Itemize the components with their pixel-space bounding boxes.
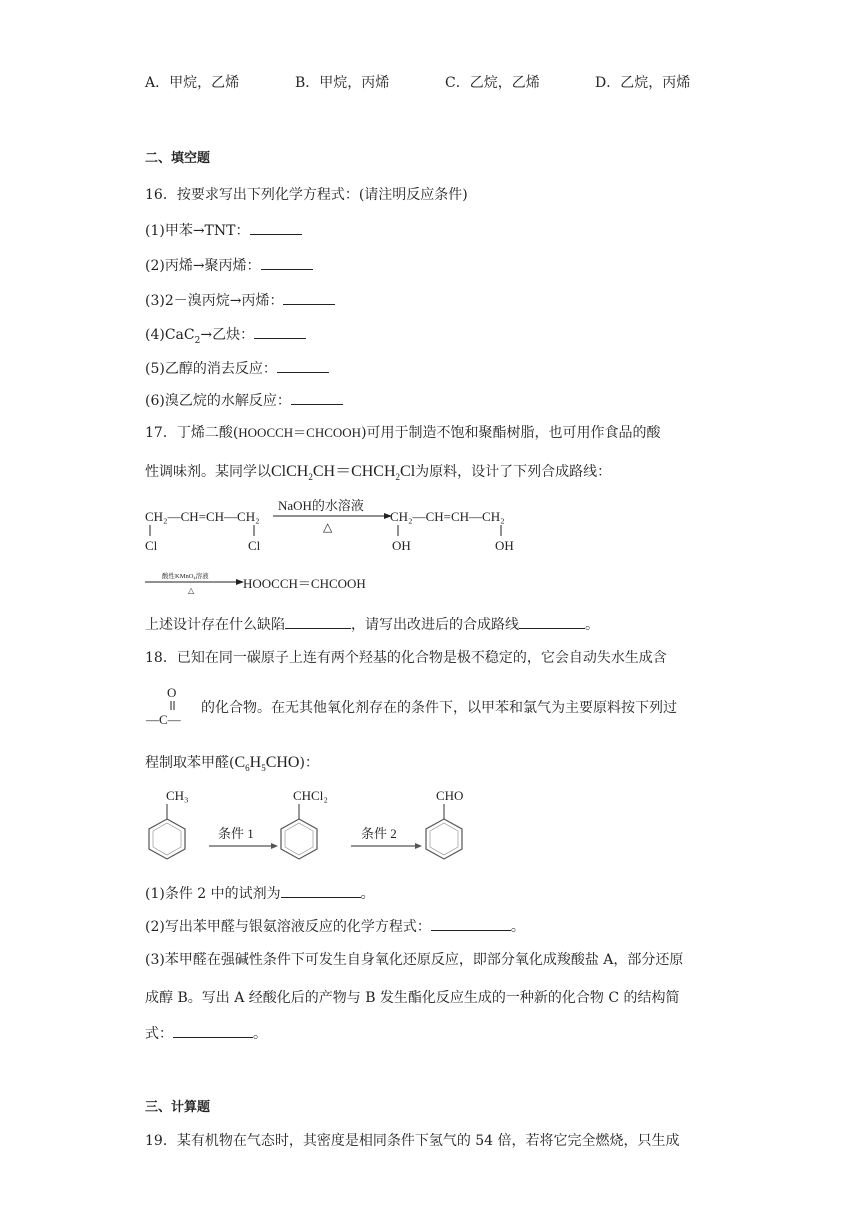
condition-1-label: 条件 1 <box>218 826 254 841</box>
option-b: B．甲烷，丙烯 <box>295 75 390 91</box>
option-c: C．乙烷，乙烯 <box>445 75 540 91</box>
answer-blank[interactable] <box>254 324 306 339</box>
q18-part-3-line3: 式： 。 <box>145 1023 267 1044</box>
arrow-head-icon <box>271 843 278 849</box>
q18-part-3-line1: (3)苯甲醛在强碱性条件下可发生自身氧化还原反应，即部分氧化成羧酸盐 A，部分还原 <box>145 952 684 968</box>
section-heading-fill-in: 二、填空题 <box>145 151 211 166</box>
dichloromethyl-label: CHCl₂ <box>293 788 328 803</box>
carbonyl-carbon: —C— <box>146 712 181 727</box>
arrow-head-icon <box>415 843 422 849</box>
answer-blank[interactable] <box>431 916 511 931</box>
answer-blank[interactable] <box>173 1023 253 1038</box>
q17-stem-line2: 性调味剂。某同学以$ClCH_2CH=CHCH_2Cl$为原料，设计了下列合成路线： <box>145 463 612 483</box>
q18-part-2: (2)写出苯甲醛与银氨溶液反应的化学方程式： 。 <box>145 916 525 937</box>
reactant-formula: CH₂—CH=CH—CH₂ <box>145 509 260 524</box>
q18-part-3-line2: 成醇 B。写出 A 经酸化后的产物与 B 发生酯化反应生成的一种新的化合物 C 的结构简 <box>145 990 680 1006</box>
section-heading-calculation: 三、计算题 <box>145 1100 211 1115</box>
methyl-label: CH₃ <box>166 788 189 803</box>
answer-blank[interactable] <box>250 220 302 235</box>
q18-part-1: (1)条件 2 中的试剂为 。 <box>145 883 375 904</box>
q16-item-3: (3)2－溴丙烷→丙烯： <box>145 290 335 311</box>
answer-blank[interactable] <box>519 614 585 629</box>
q16-item-5: (5)乙醇的消去反应： <box>145 358 329 379</box>
answer-blank[interactable] <box>285 614 351 629</box>
condition-2-label: 条件 2 <box>361 826 397 841</box>
reagent-kmno4: 酸性KMnO₄溶液 <box>162 573 209 580</box>
aldehyde-label: CHO <box>436 788 464 803</box>
answer-blank[interactable] <box>291 390 343 405</box>
q16-item-6: (6)溴乙烷的水解反应： <box>145 390 343 411</box>
q17-stem-line1: 17．丁烯二酸(HOOCCH＝CHCOOH)可用于制造不饱和聚酯树脂，也可用作食品的酸 <box>145 425 661 441</box>
benzene-ring-icon <box>281 819 317 859</box>
benzene-ring-icon <box>426 819 462 859</box>
q18-benzaldehyde-scheme <box>143 786 483 870</box>
hydroxyl-label-1: OH <box>392 538 411 553</box>
heat-symbol-2: △ <box>188 586 195 595</box>
carbonyl-group <box>143 684 203 730</box>
option-d: D．乙烷，丙烯 <box>595 75 691 91</box>
q19-stem: 19．某有机物在气态时，其密度是相同条件下氢气的 54 倍，若将它完全燃烧，只生成 <box>145 1133 680 1149</box>
q16-item-1: (1)甲苯→TNT： <box>145 220 302 241</box>
answer-blank[interactable] <box>281 883 361 898</box>
carbonyl-oxygen: O <box>167 685 177 700</box>
heat-symbol: △ <box>323 520 333 534</box>
hydroxyl-label-2: OH <box>495 538 514 553</box>
answer-blank[interactable] <box>283 290 335 305</box>
q16-item-4: (4)CaC$_2$→乙炔： <box>145 324 306 351</box>
chlorine-label-1: Cl <box>145 538 158 553</box>
q17-synthesis-scheme <box>140 494 540 604</box>
chlorine-label-2: Cl <box>248 538 261 553</box>
reagent-naoh: NaOH的水溶液 <box>278 498 364 513</box>
diol-formula: CH₂—CH=CH—CH₂ <box>390 509 505 524</box>
q16-item-2: (2)丙烯→聚丙烯： <box>145 255 313 276</box>
q18-stem-line2: 的化合物。在无其他氧化剂存在的条件下，以甲苯和氯气为主要原料按下列过 <box>201 700 677 716</box>
q17-question: 上述设计存在什么缺陷 ，请写出改进后的合成路线 。 <box>145 614 599 635</box>
answer-blank[interactable] <box>261 255 313 270</box>
q18-stem-line1: 18．已知在同一碳原子上连有两个羟基的化合物是极不稳定的，它会自动失水生成含 <box>145 650 667 666</box>
option-a: A．甲烷，乙烯 <box>145 75 240 91</box>
q18-stem-line3: 程制取苯甲醛$(C_6H_5CHO)$： <box>145 754 319 774</box>
final-product-formula: HOOCCH＝CHCOOH <box>243 576 366 591</box>
answer-blank[interactable] <box>277 358 329 373</box>
q16-stem: 16．按要求写出下列化学方程式：(请注明反应条件) <box>145 187 468 203</box>
benzene-ring-icon <box>149 819 185 859</box>
